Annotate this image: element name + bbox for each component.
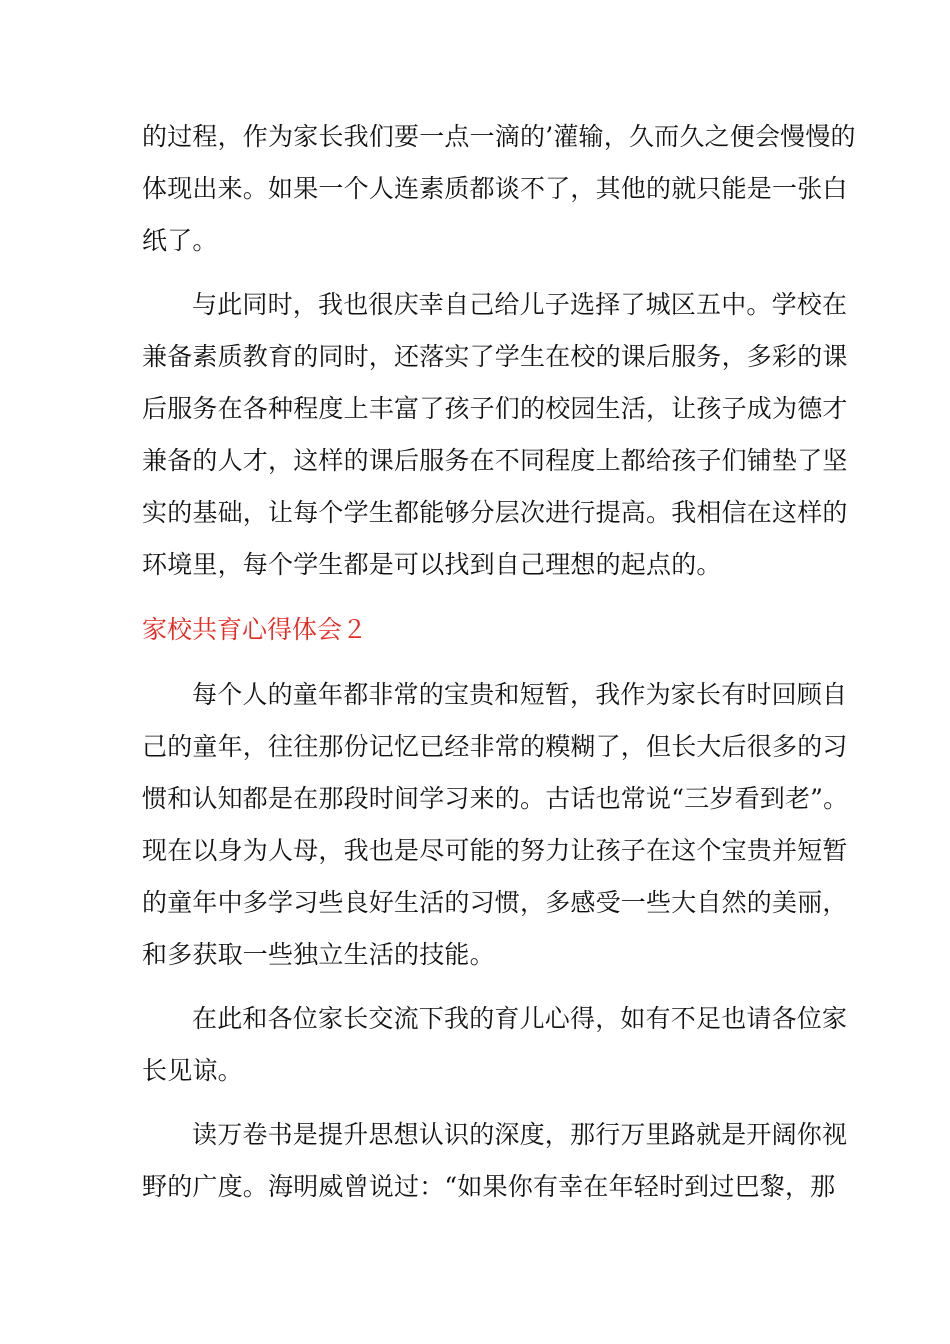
paragraph-2-line-3: 后服务在各种程度上丰富了孩子们的校园生活，让孩子成为德才 bbox=[142, 394, 848, 423]
paragraph-2-line-5: 实的基础，让每个学生都能够分层次进行提高。我相信在这样的 bbox=[142, 498, 848, 527]
paragraph-4-line-2: 长见谅。 bbox=[142, 1056, 243, 1085]
paragraph-2-line-6: 环境里，每个学生都是可以找到自己理想的起点的。 bbox=[142, 550, 722, 579]
paragraph-2-line-1: 与此同时，我也很庆幸自己给儿子选择了城区五中。学校在 bbox=[192, 290, 848, 319]
paragraph-3-line-1: 每个人的童年都非常的宝贵和短暂，我作为家长有时回顾自 bbox=[192, 680, 848, 709]
paragraph-2-line-4: 兼备的人才，这样的课后服务在不同程度上都给孩子们铺垫了坚 bbox=[142, 446, 848, 475]
section-heading: 家校共育心得体会２ bbox=[142, 615, 368, 644]
paragraph-4-line-1: 在此和各位家长交流下我的育儿心得，如有不足也请各位家 bbox=[192, 1004, 848, 1033]
paragraph-1-line-2: 体现出来。如果一个人连素质都谈不了，其他的就只能是一张白 bbox=[142, 174, 848, 203]
paragraph-5-line-2: 野的广度。海明威曾说过：“如果你有幸在年轻时到过巴黎，那 bbox=[142, 1172, 836, 1201]
paragraph-2-line-2: 兼备素质教育的同时，还落实了学生在校的课后服务，多彩的课 bbox=[142, 342, 848, 371]
paragraph-3-line-3: 惯和认知都是在那段时间学习来的。古话也常说“三岁看到老”。 bbox=[142, 784, 849, 813]
paragraph-3-line-2: 己的童年，往往那份记忆已经非常的糢糊了，但长大后很多的习 bbox=[142, 732, 848, 761]
paragraph-3-line-5: 的童年中多学习些良好生活的习惯，多感受一些大自然的美丽， bbox=[142, 888, 848, 917]
paragraph-3-line-6: 和多获取一些独立生活的技能。 bbox=[142, 940, 495, 969]
paragraph-3-line-4: 现在以身为人母，我也是尽可能的努力让孩子在这个宝贵并短暂 bbox=[142, 836, 848, 865]
paragraph-1-line-3: 纸了。 bbox=[142, 226, 218, 255]
paragraph-5-line-1: 读万卷书是提升思想认识的深度，那行万里路就是开阔你视 bbox=[192, 1120, 848, 1149]
paragraph-1-line-1: 的过程，作为家长我们要一点一滴的’灌输，久而久之便会慢慢的 bbox=[142, 122, 856, 151]
